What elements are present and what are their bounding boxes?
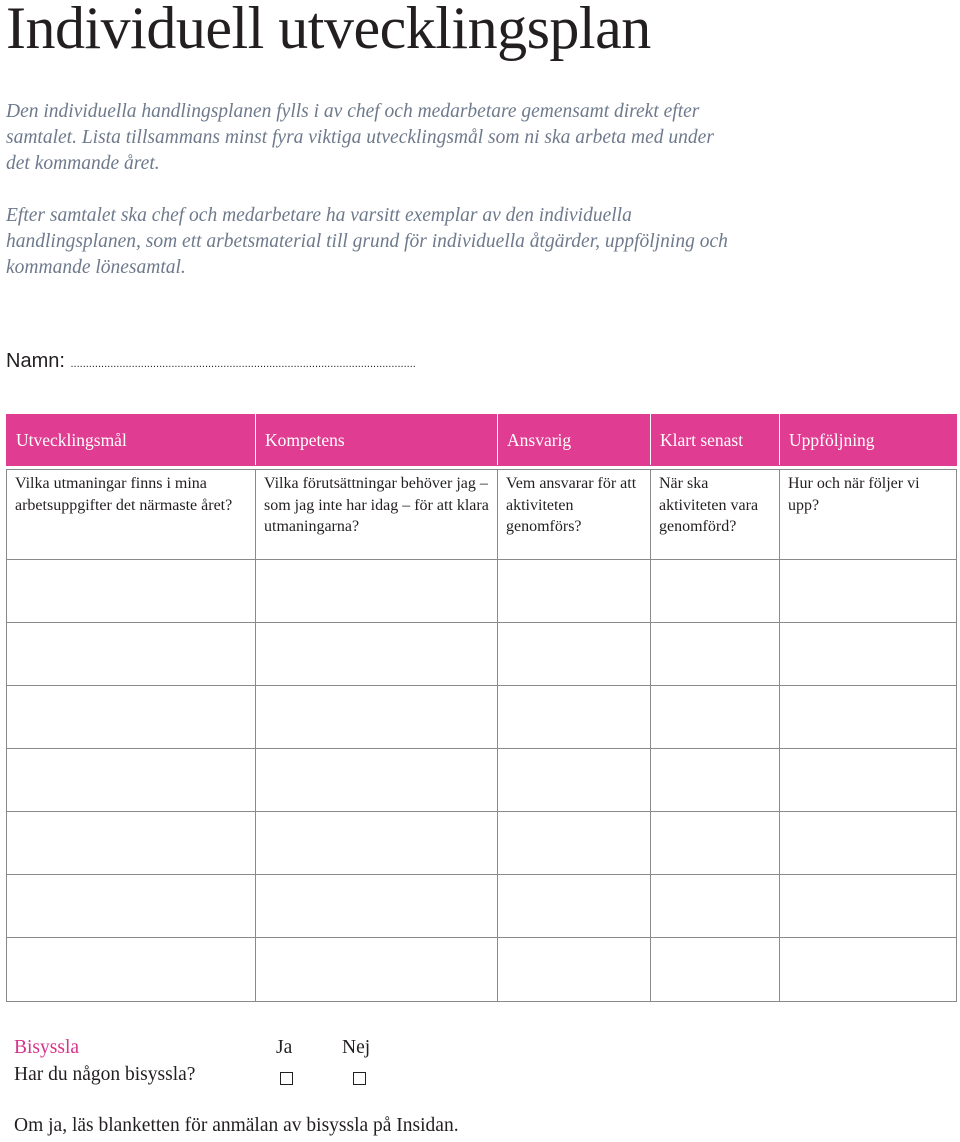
bisyssla-question: Har du någon bisyssla? (14, 1064, 196, 1085)
table-cell[interactable] (780, 938, 957, 1002)
table-header-row (7, 415, 957, 466)
intro-paragraph-2: Efter samtalet ska chef och medarbetare ha varsitt exemplar av den individuella handlingsplanen, som ett arbetsmaterial till grund för individuella åtgärder, uppföljning och kommande lönesamtal. (6, 205, 728, 278)
question-klart-senast: När ska aktiviteten vara genomförd? (651, 470, 780, 560)
table-cell[interactable] (651, 938, 780, 1002)
name-field[interactable] (6, 347, 416, 378)
name-label: Namn: (6, 350, 65, 372)
page-title: Individuell utvecklingsplan (6, 0, 651, 61)
table-row (7, 812, 957, 875)
header-ansvarig: Ansvarig (498, 415, 651, 466)
table-cell[interactable] (256, 749, 498, 812)
table-cell[interactable] (780, 749, 957, 812)
table-row (7, 749, 957, 812)
question-ansvarig: Vem ansvarar för att aktiviteten genomförs? (498, 470, 651, 560)
header-utvecklingsmal: Utvecklingsmål (7, 415, 256, 466)
table-cell[interactable] (780, 560, 957, 623)
table-cell[interactable] (498, 875, 651, 938)
ja-checkbox[interactable] (280, 1072, 293, 1085)
question-kompetens: Vilka förutsättningar behöver jag – som jag inte har idag – för att klara utmaningarna? (256, 470, 498, 560)
table-cell[interactable] (256, 686, 498, 749)
table-cell[interactable] (7, 749, 256, 812)
development-plan-table (6, 414, 957, 1002)
table-row (7, 623, 957, 686)
table-cell[interactable] (780, 623, 957, 686)
table-cell[interactable] (651, 686, 780, 749)
table-cell[interactable] (7, 560, 256, 623)
table-cell[interactable] (498, 623, 651, 686)
table-cell[interactable] (780, 686, 957, 749)
table-row (7, 560, 957, 623)
header-uppfoljning: Uppföljning (780, 415, 957, 466)
table-cell[interactable] (780, 812, 957, 875)
table-cell[interactable] (256, 938, 498, 1002)
table-cell[interactable] (7, 686, 256, 749)
name-dotted-line[interactable]: ................................................................................................................. (70, 358, 416, 370)
table-cell[interactable] (256, 812, 498, 875)
nej-label: Nej (342, 1037, 371, 1058)
table-cell[interactable] (7, 812, 256, 875)
table-cell[interactable] (651, 560, 780, 623)
footer-note: Om ja, läs blanketten för anmälan av bisyssla på Insidan. (14, 1115, 459, 1136)
question-utvecklingsmal: Vilka utmaningar finns i mina arbetsuppgifter det närmaste året? (7, 470, 256, 560)
table-cell[interactable] (498, 938, 651, 1002)
table-cell[interactable] (498, 686, 651, 749)
table-cell[interactable] (651, 623, 780, 686)
table-cell[interactable] (498, 812, 651, 875)
table-cell[interactable] (651, 812, 780, 875)
table-cell[interactable] (7, 623, 256, 686)
table-row (7, 938, 957, 1002)
table-cell[interactable] (7, 938, 256, 1002)
bisyssla-heading: Bisyssla (14, 1037, 80, 1058)
header-kompetens: Kompetens (256, 415, 498, 466)
table-row (7, 686, 957, 749)
header-klart-senast: Klart senast (651, 415, 780, 466)
table-cell[interactable] (256, 623, 498, 686)
table-cell[interactable] (498, 749, 651, 812)
ja-label: Ja (276, 1037, 293, 1058)
table-cell[interactable] (498, 560, 651, 623)
table-cell[interactable] (651, 875, 780, 938)
table-row (7, 875, 957, 938)
question-uppfoljning: Hur och när följer vi upp? (780, 470, 957, 560)
table-cell[interactable] (651, 749, 780, 812)
table-cell[interactable] (256, 560, 498, 623)
table-cell[interactable] (256, 875, 498, 938)
table-cell[interactable] (780, 875, 957, 938)
intro-paragraph-1: Den individuella handlingsplanen fylls i av chef och medarbetare gemensamt direkt efter samtalet. Lista tillsammans minst fyra viktiga utvecklingsmål som ni ska arbeta med under det kommande året. (6, 101, 714, 174)
table-cell[interactable] (7, 875, 256, 938)
table-question-row (7, 470, 957, 560)
nej-checkbox[interactable] (353, 1072, 366, 1085)
